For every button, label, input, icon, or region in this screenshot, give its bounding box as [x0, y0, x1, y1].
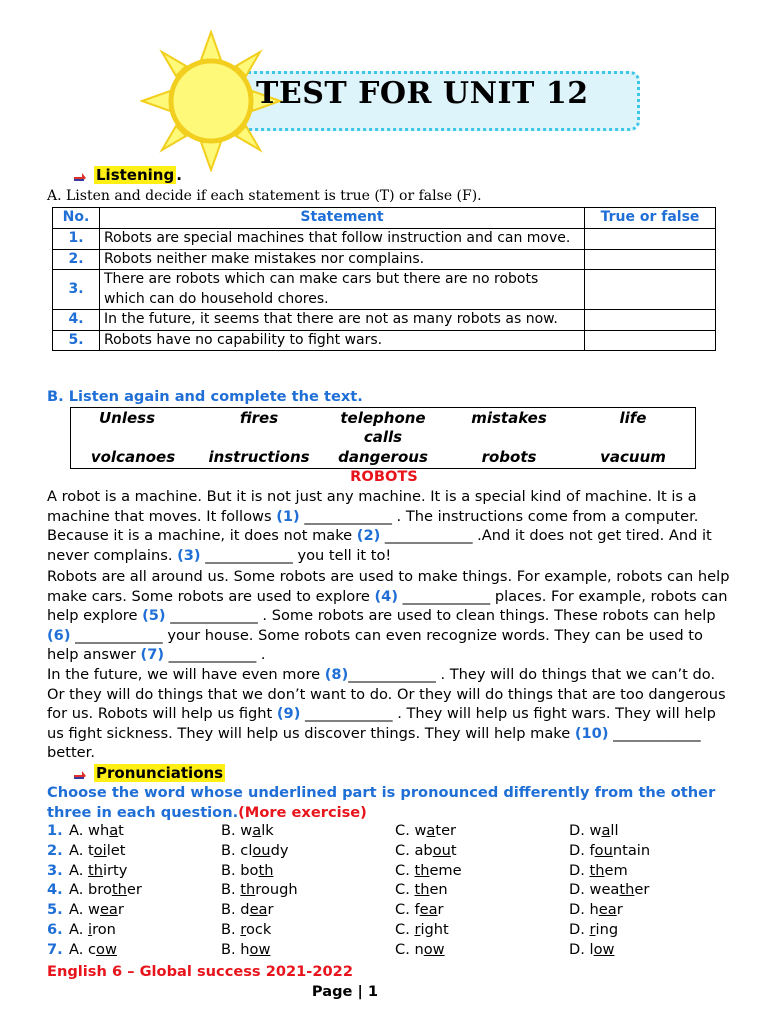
- table-header-row: [53, 208, 716, 229]
- col-header-true-false: True or false: [585, 208, 716, 229]
- answer-option[interactable]: C. right: [395, 921, 449, 938]
- blank-number: (6): [47, 626, 71, 644]
- passage-paragraph-1: A robot is a machine. But it is not just any machine. It is a special kind of machine. It is a machine that moves. It follows (1) ____________ . The instructions come from a computer. Because it is a machine, it does not make (2) ____________ .And it does not get tired. And it never complains. (3) ____________ you tell it to!: [47, 488, 712, 564]
- answer-option[interactable]: B. dear: [221, 901, 274, 919]
- blank-number: (4): [374, 587, 399, 605]
- answer-option[interactable]: B. how: [221, 940, 271, 958]
- answer-option[interactable]: C. theme: [395, 861, 462, 879]
- blank-number: (3): [177, 546, 201, 564]
- pronunciation-instruction: Choose the word whose underlined part is pronounced differently from the other three in each question.(More exercise): [47, 784, 716, 821]
- answer-option[interactable]: D. them: [569, 861, 628, 879]
- answer-option[interactable]: A. toilet: [69, 841, 126, 859]
- row-statement: Robots have no capability to fight wars.: [100, 330, 585, 351]
- row-number: 5.: [53, 330, 100, 351]
- table-row: [53, 270, 716, 310]
- answer-option[interactable]: B. walk: [221, 822, 274, 839]
- question-number: 2.: [47, 841, 63, 859]
- word-bank-item: volcanoes: [90, 448, 176, 466]
- answer-option[interactable]: A. cow: [69, 940, 117, 958]
- blank-number: (8): [324, 666, 349, 683]
- answer-option[interactable]: D. wall: [569, 822, 619, 839]
- answer-option[interactable]: C. now: [395, 940, 445, 958]
- question-number: 5.: [47, 901, 63, 919]
- col-header-statement: Statement: [100, 208, 585, 229]
- answer-option[interactable]: C. water: [395, 822, 457, 839]
- row-number: 2.: [53, 249, 100, 270]
- answer-option[interactable]: B. through: [221, 881, 298, 899]
- col-header-no: No.: [53, 208, 100, 229]
- word-bank-item: dangerous: [338, 448, 428, 466]
- blank-number: (1): [276, 507, 300, 525]
- word-bank-item: robots: [481, 448, 537, 466]
- row-answer-cell[interactable]: [585, 229, 716, 250]
- row-answer-cell[interactable]: [585, 249, 716, 270]
- answer-option[interactable]: B. both: [221, 861, 274, 879]
- word-bank-item: mistakes: [471, 409, 547, 427]
- row-statement: Robots neither make mistakes nor complains.: [100, 249, 585, 270]
- answer-option[interactable]: A. wear: [69, 901, 124, 919]
- row-statement: Robots are special machines that follow instruction and can move.: [100, 229, 585, 250]
- arrow-icon: [74, 769, 86, 779]
- answer-option[interactable]: D. hear: [569, 901, 623, 919]
- row-number: 1.: [53, 229, 100, 250]
- blank-number: (5): [142, 607, 166, 625]
- passage-paragraph-2: Robots are all around us. Some robots are used to make things. For example, robots can help make cars. Some robots are used to explore (4) ____________ places. For example, robots can help explore (5) ____________ . Some robots are used to clean things. These robots can help (6) ____________ your house. Some robots can even recognize words. They can be used to help answer (7) ____________ .: [47, 568, 730, 664]
- answer-option[interactable]: D. low: [569, 940, 615, 958]
- footer-course: English 6 – Global success 2021-2022: [47, 963, 353, 980]
- answer-option[interactable]: D. fountain: [569, 841, 651, 859]
- row-answer-cell[interactable]: [585, 330, 716, 351]
- answer-option[interactable]: C. fear: [395, 901, 444, 919]
- word-bank-item: Unless: [98, 409, 156, 427]
- passage-title: ROBOTS: [350, 468, 418, 485]
- question-number: 6.: [47, 921, 63, 938]
- word-bank-item: vacuum: [600, 448, 666, 466]
- passage-paragraph-3: In the future, we will have even more (8)____________ . They will do things that we can’t do. Or they will do things that we don’t want to do. Or they will do things that are too dangerous for us. Robots will help us fight (9) ____________ . They will help us fight wars. They will help us fight sickness. They will help us discover things. They will help make (10) ____________ better.: [47, 666, 726, 762]
- answer-option[interactable]: A. thirty: [69, 861, 128, 879]
- question-number: 1.: [47, 822, 63, 839]
- page-number: Page | 1: [311, 983, 379, 1000]
- word-bank-item: life: [619, 409, 647, 427]
- table-row: [53, 229, 716, 250]
- table-row: [53, 249, 716, 270]
- blank-number: (2): [356, 527, 381, 545]
- blank-number: (7): [140, 646, 165, 664]
- answer-option[interactable]: A. iron: [69, 921, 116, 938]
- page-title: TEST FOR UNIT 12: [256, 76, 589, 111]
- row-statement: In the future, it seems that there are not as many robots as now.: [100, 310, 585, 331]
- statement-table: [52, 207, 716, 351]
- instruction-a: A. Listen and decide if each statement is true (T) or false (F).: [47, 188, 482, 204]
- row-answer-cell[interactable]: [585, 310, 716, 331]
- word-bank-item: instructions: [208, 448, 310, 466]
- row-statement: There are robots which can make cars but there are no robots which can do household chores.: [100, 270, 585, 310]
- arrow-icon: [74, 171, 86, 181]
- word-bank-item: telephone calls: [340, 409, 426, 446]
- answer-option[interactable]: D. weather: [569, 881, 650, 899]
- question-number: 3.: [47, 861, 63, 879]
- table-row: [53, 310, 716, 331]
- pronunciation-heading: Pronunciations: [74, 764, 225, 782]
- answer-option[interactable]: A. brother: [69, 881, 142, 899]
- answer-option[interactable]: A. what: [69, 822, 124, 839]
- answer-option[interactable]: C. then: [395, 881, 448, 899]
- table-row: [53, 330, 716, 351]
- answer-option[interactable]: D. ring: [569, 921, 619, 938]
- instruction-b: B. Listen again and complete the text.: [47, 388, 363, 405]
- blank-number: (9): [276, 705, 301, 723]
- listening-heading: Listening .: [74, 166, 182, 184]
- row-answer-cell[interactable]: [585, 270, 716, 310]
- question-number: 4.: [47, 881, 63, 899]
- answer-option[interactable]: B. rock: [221, 921, 272, 938]
- word-box: [70, 407, 696, 469]
- answer-option[interactable]: C. about: [395, 841, 457, 859]
- question-number: 7.: [47, 940, 63, 958]
- row-number: 3.: [53, 270, 100, 310]
- word-bank-item: fires: [239, 409, 279, 427]
- blank-number: (10): [574, 724, 609, 742]
- answer-option[interactable]: B. cloudy: [221, 841, 289, 859]
- row-number: 4.: [53, 310, 100, 331]
